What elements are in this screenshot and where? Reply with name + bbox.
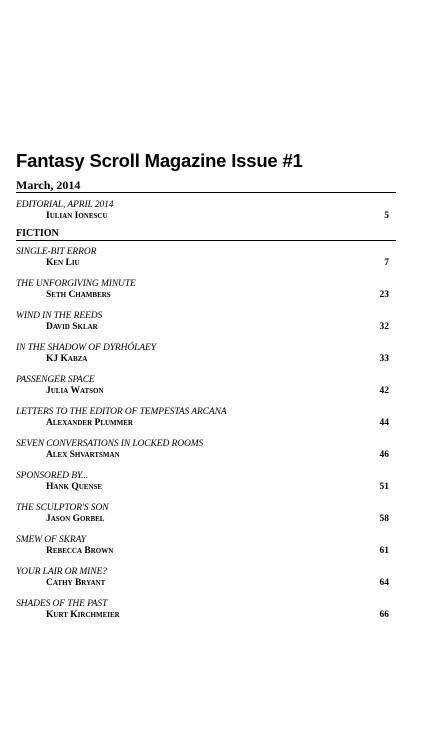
entry-author: Ken Liu bbox=[46, 258, 80, 268]
entry-title: EDITORIAL, APRIL 2014 bbox=[16, 200, 114, 210]
entry-title: SMEW OF SKRAY bbox=[16, 535, 86, 545]
toc-entry[interactable] bbox=[16, 439, 396, 461]
entry-title: LETTERS TO THE EDITOR OF TEMPESTAS ARCANA bbox=[16, 407, 227, 417]
toc-entry[interactable] bbox=[16, 407, 396, 429]
entry-page-number: 32 bbox=[379, 322, 389, 332]
toc-entry[interactable] bbox=[16, 247, 396, 269]
table-of-contents bbox=[16, 150, 396, 621]
entry-author: Cathy Bryant bbox=[46, 578, 106, 588]
toc-entry[interactable] bbox=[16, 279, 396, 301]
entry-page-number: 33 bbox=[379, 354, 389, 364]
entry-author: Rebecca Brown bbox=[46, 546, 114, 556]
entry-page-number: 7 bbox=[384, 258, 389, 268]
entry-page-number: 23 bbox=[379, 290, 389, 300]
entry-page-number: 58 bbox=[379, 514, 389, 524]
toc-entry[interactable] bbox=[16, 471, 396, 493]
entry-author: Alex Shvartsman bbox=[46, 450, 120, 460]
entry-author: Hank Quense bbox=[46, 482, 103, 492]
entry-author: KJ Kabza bbox=[46, 354, 88, 364]
entry-page-number: 44 bbox=[379, 418, 389, 428]
entry-title: SPONSORED BY... bbox=[16, 471, 89, 481]
issue-date-heading: March, 2014 bbox=[16, 179, 396, 193]
entry-title: PASSENGER SPACE bbox=[16, 375, 95, 385]
toc-entry[interactable] bbox=[16, 535, 396, 557]
toc-entry[interactable] bbox=[16, 567, 396, 589]
entry-page-number: 61 bbox=[379, 546, 389, 556]
entry-title: SHADES OF THE PAST bbox=[16, 599, 108, 609]
fiction-section-heading: FICTION bbox=[16, 228, 396, 241]
toc-entry[interactable] bbox=[16, 503, 396, 525]
entry-page-number: 64 bbox=[379, 578, 389, 588]
entry-page-number: 51 bbox=[379, 482, 389, 492]
entry-author: Jason Gorbel bbox=[46, 514, 105, 524]
toc-entry-editorial[interactable] bbox=[16, 200, 396, 222]
entry-title: IN THE SHADOW OF DYRHÓLAEY bbox=[16, 343, 156, 353]
entry-author: David Sklar bbox=[46, 322, 98, 332]
entry-page-number: 42 bbox=[379, 386, 389, 396]
entry-page-number: 5 bbox=[384, 211, 389, 221]
entry-title: THE UNFORGIVING MINUTE bbox=[16, 279, 136, 289]
entry-author: Alexander Plummer bbox=[46, 418, 133, 428]
entry-page-number: 46 bbox=[379, 450, 389, 460]
fiction-list bbox=[16, 247, 396, 621]
entry-author: Seth Chambers bbox=[46, 290, 111, 300]
toc-entry[interactable] bbox=[16, 343, 396, 365]
entry-page-number: 66 bbox=[379, 610, 389, 620]
entry-title: SEVEN CONVERSATIONS IN LOCKED ROOMS bbox=[16, 439, 204, 449]
entry-title: SINGLE-BIT ERROR bbox=[16, 247, 97, 257]
entry-title: THE SCULPTOR'S SON bbox=[16, 503, 109, 513]
toc-entry[interactable] bbox=[16, 311, 396, 333]
toc-entry[interactable] bbox=[16, 599, 396, 621]
entry-author: Julia Watson bbox=[46, 386, 104, 396]
toc-entry[interactable] bbox=[16, 375, 396, 397]
entry-author: Kurt Kirchmeier bbox=[46, 610, 120, 620]
entry-title: YOUR LAIR OR MINE? bbox=[16, 567, 107, 577]
entry-title: WIND IN THE REEDS bbox=[16, 311, 103, 321]
magazine-title: Fantasy Scroll Magazine Issue #1 bbox=[16, 150, 303, 171]
entry-author: Iulian Ionescu bbox=[46, 211, 108, 221]
